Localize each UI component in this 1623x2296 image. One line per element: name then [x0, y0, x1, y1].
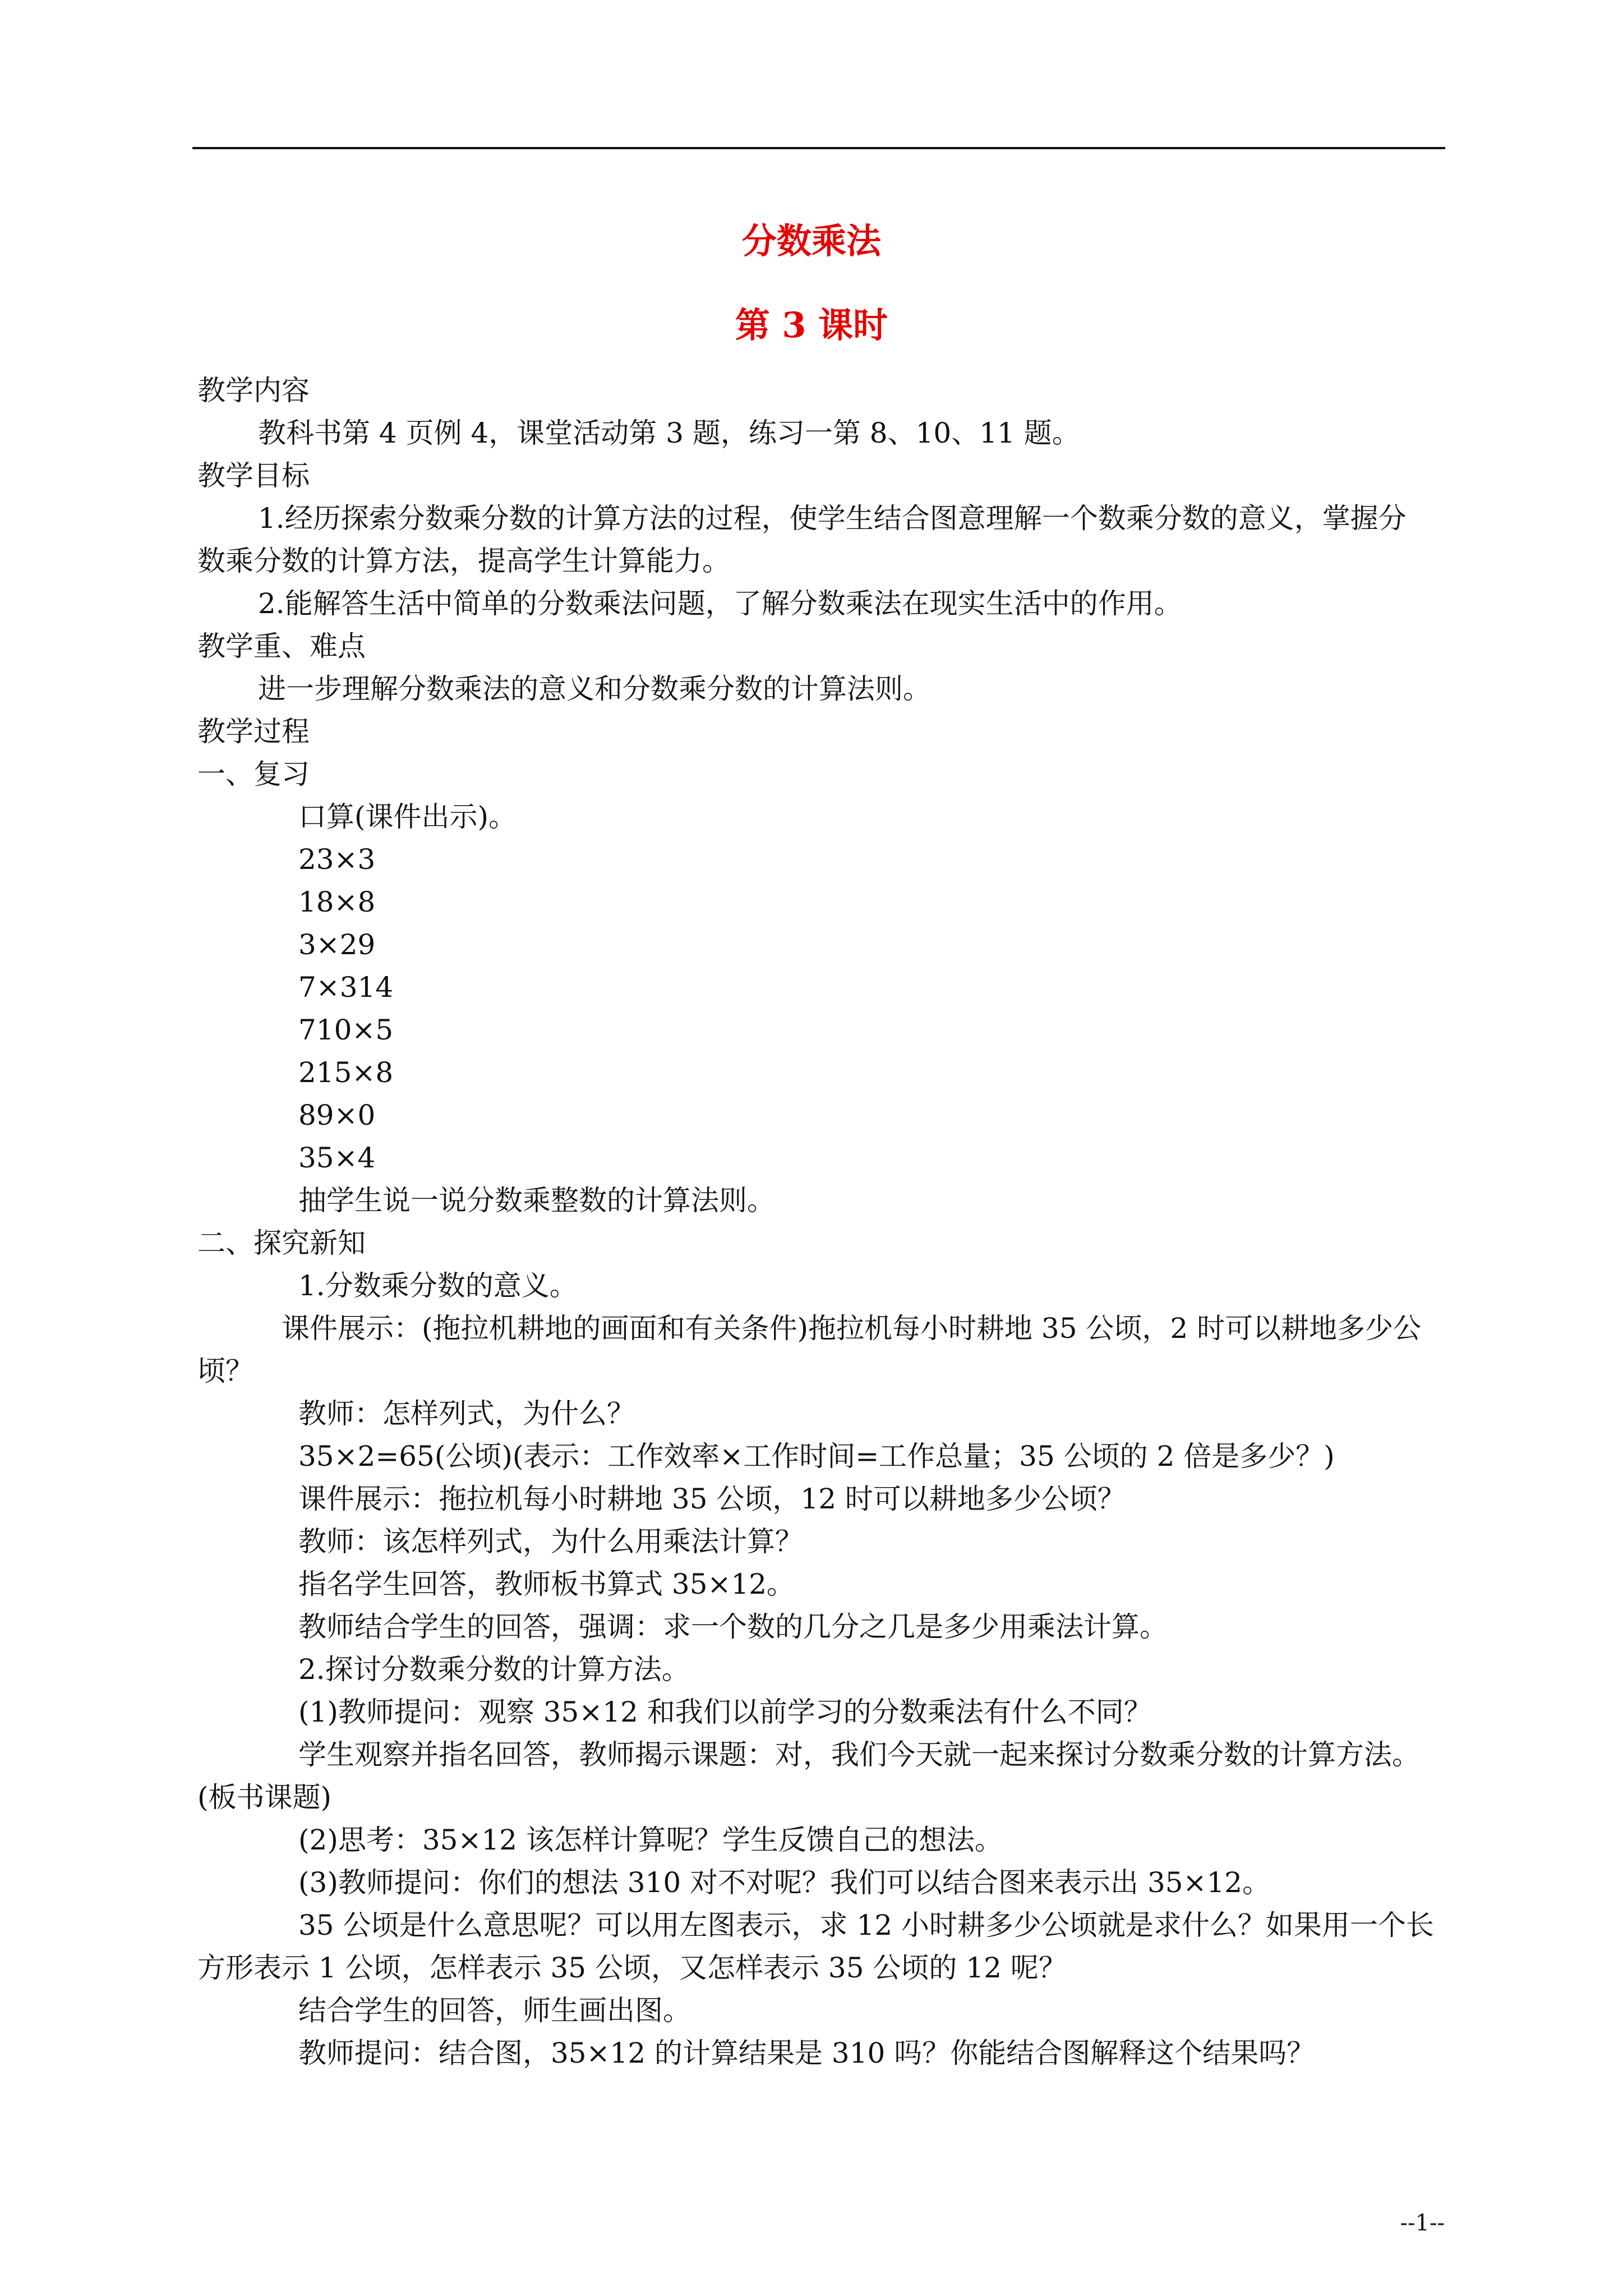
text-line: 710×5 [298, 1014, 394, 1046]
text-line: 18×8 [298, 886, 376, 918]
text-line: 教学内容 [197, 374, 310, 407]
text-line: 7×314 [298, 971, 394, 1004]
text-line: 结合学生的回答，师生画出图。 [298, 1994, 691, 2027]
text-line: 顷？ [197, 1355, 253, 1387]
text-line: 215×8 [298, 1056, 394, 1089]
text-line: 数乘分数的计算方法，提高学生计算能力。 [197, 545, 730, 577]
lesson-subtitle: 第 3 课时 [735, 305, 888, 346]
text-line: 23×3 [298, 843, 376, 876]
text-line: 二、探究新知 [197, 1227, 366, 1259]
text-line: 方形表示 1 公顷，怎样表示 35 公顷，又怎样表示 35 公顷的 12 呢？ [197, 1952, 1067, 1984]
text-line: 一、复习 [197, 758, 310, 790]
lesson-body [197, 369, 1448, 2074]
text-line: (3)教师提问：你们的想法 310 对不对呢？我们可以结合图来表示出 35×12。 [298, 1866, 1271, 1899]
text-line: 教学过程 [197, 715, 310, 748]
header-rule [192, 147, 1445, 149]
text-line: 教学重、难点 [197, 630, 366, 662]
text-line: 3×29 [298, 928, 376, 961]
text-line: 1.经历探索分数乘分数的计算方法的过程，使学生结合图意理解一个数乘分数的意义，掌握分 [258, 502, 1407, 535]
text-line: 35×4 [298, 1142, 376, 1174]
text-line: 35×2=65(公顷)(表示：工作效率×工作时间=工作总量；35 公顷的 2 倍是多少？) [298, 1440, 1335, 1473]
document-title: 分数乘法 [741, 220, 881, 261]
text-line: 教师：怎样列式，为什么？ [298, 1397, 635, 1430]
text-line: (板书课题) [197, 1781, 332, 1814]
text-line: 2.能解答生活中简单的分数乘法问题，了解分数乘法在现实生活中的作用。 [258, 587, 1182, 620]
text-line: 指名学生回答，教师板书算式 35×12。 [298, 1568, 795, 1600]
text-line: 教师提问：结合图，35×12 的计算结果是 310 吗？你能结合图解释这个结果吗？ [298, 2037, 1315, 2069]
text-line: 2.探讨分数乘分数的计算方法。 [298, 1653, 690, 1686]
page-number: --1-- [1400, 2210, 1445, 2236]
text-line: 进一步理解分数乘法的意义和分数乘分数的计算法则。 [258, 673, 931, 705]
text-line: (1)教师提问：观察 35×12 和我们以前学习的分数乘法有什么不同？ [298, 1696, 1152, 1728]
text-line: 课件展示：(拖拉机耕地的画面和有关条件)拖拉机每小时耕地 35 公顷，2 时可以耕地多少公 [282, 1312, 1422, 1345]
text-line: 教科书第 4 页例 4，课堂活动第 3 题，练习一第 8、10、11 题。 [258, 417, 1080, 449]
text-line: 学生观察并指名回答，教师揭示课题：对，我们今天就一起来探讨分数乘分数的计算方法。 [298, 1738, 1420, 1771]
text-line: 89×0 [298, 1099, 376, 1131]
text-line: 口算(课件出示)。 [298, 800, 517, 833]
text-line: 课件展示：拖拉机每小时耕地 35 公顷，12 时可以耕地多少公顷？ [298, 1483, 1126, 1515]
text-line: 教学目标 [197, 459, 310, 492]
text-line: (2)思考：35×12 该怎样计算呢？学生反馈自己的想法。 [298, 1824, 1003, 1856]
text-line: 抽学生说一说分数乘整数的计算法则。 [298, 1184, 775, 1217]
text-line: 1.分数乘分数的意义。 [298, 1269, 578, 1302]
text-line: 35 公顷是什么意思呢？可以用左图表示，求 12 小时耕多少公顷就是求什么？如果用一个长 [298, 1909, 1434, 1941]
text-line: 教师结合学生的回答，强调：求一个数的几分之几是多少用乘法计算。 [298, 1611, 1168, 1643]
text-line: 教师：该怎样列式，为什么用乘法计算？ [298, 1525, 803, 1558]
